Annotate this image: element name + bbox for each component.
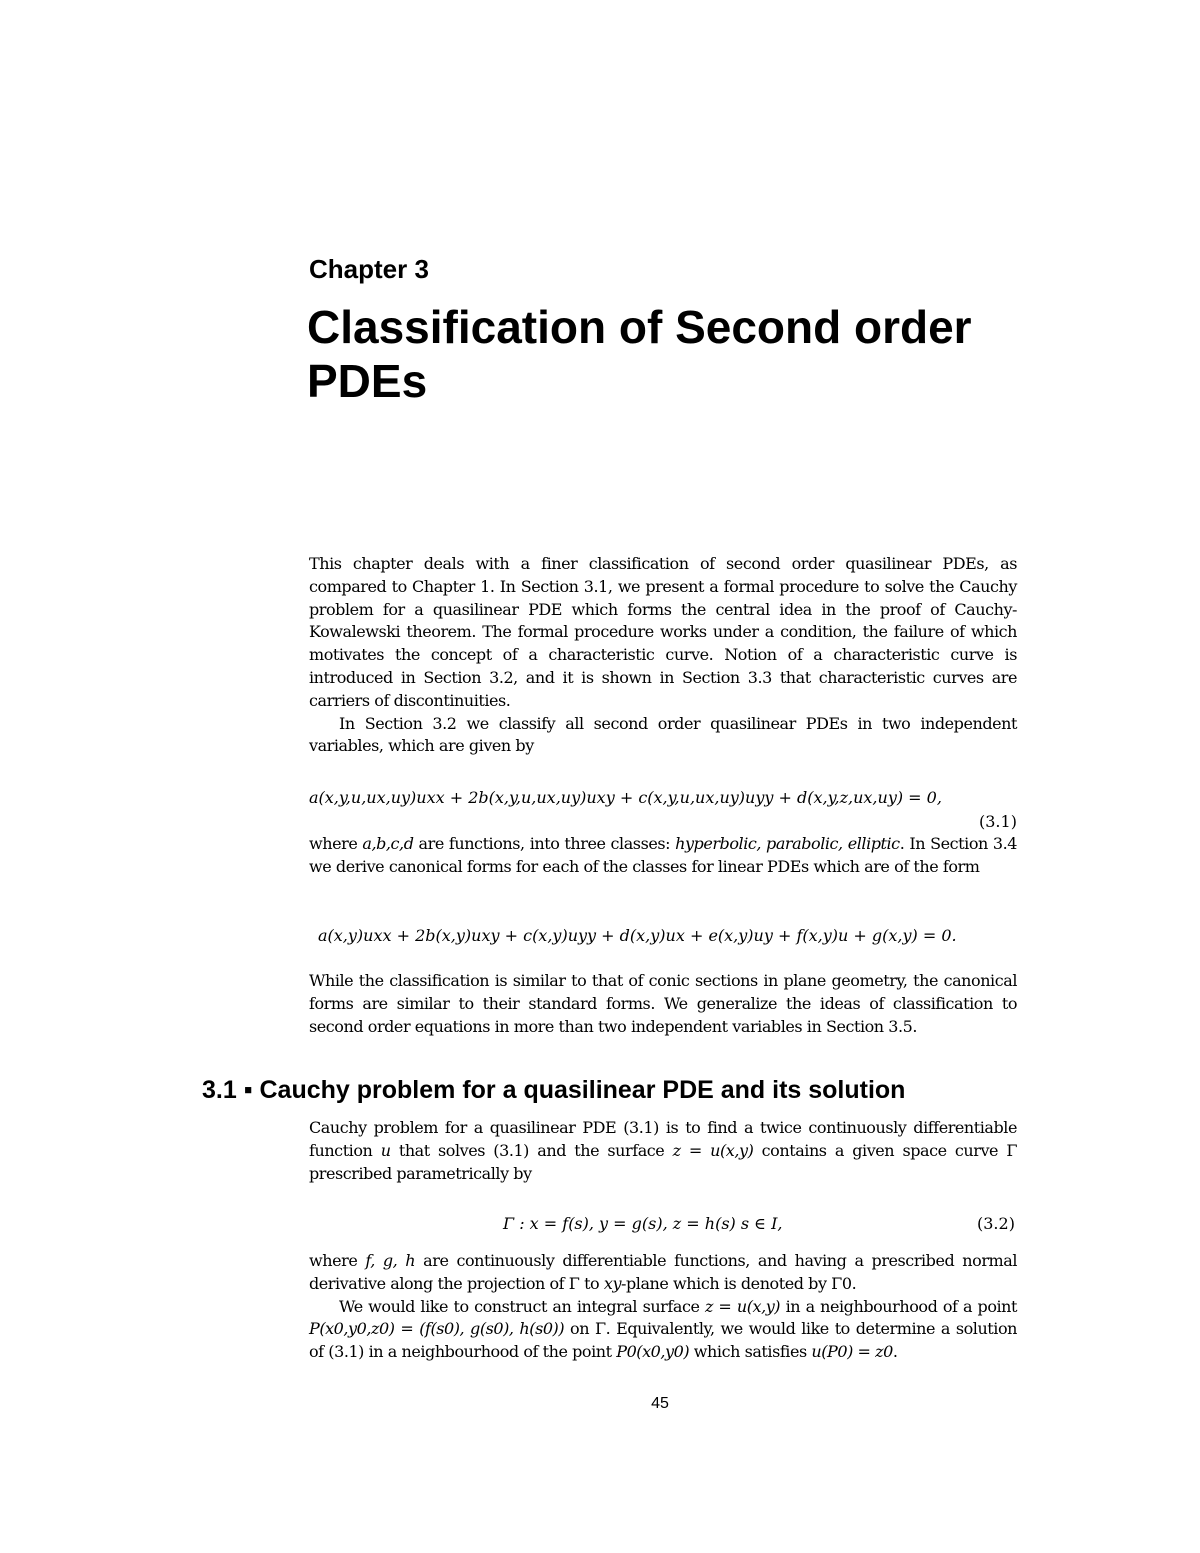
surface-condition: u(P0) = z0	[811, 1342, 893, 1362]
surface-text-c: on Γ. Equivalently, we would like to determine a solution of (3.1) in a neighbourhood of the point	[309, 1319, 1017, 1362]
functions-names: f, g, h	[365, 1251, 416, 1270]
functions-text-c: -plane which is denoted by Γ0.	[621, 1273, 857, 1293]
intro-paragraph-1: This chapter deals with a finer classification of second order quasilinear PDEs, as compared to Chapter 1. In Section 3.1, we present a formal procedure to solve the Cauchy problem for a quasilinear PDE which forms the central idea in the proof of Cauchy-Kowalewski theorem. The formal procedure works under a condition, the failure of which motivates the concept of a characteristic curve. Notion of a characteristic curve is introduced in Section 3.2, and it is shown in Section 3.3 that characteristic curves are carriers of discontinuities.	[309, 554, 1017, 710]
equation-3-2-number: (3.2)	[977, 1214, 1015, 1233]
surface-text-d: which satisfies	[693, 1342, 807, 1362]
classes-text-a: where	[309, 834, 358, 853]
projection-plane: xy	[603, 1273, 622, 1293]
equation-3-1: a(x,y,u,ux,uy)uxx + 2b(x,y,u,ux,uy)uxy + c(x,y,u,ux,uy)uyy + d(x,y,z,ux,uy) = 0,	[309, 788, 942, 807]
section-heading: 3.1 ▪ Cauchy problem for a quasilinear PDE and its solution	[202, 1076, 906, 1104]
intro-block	[309, 553, 1017, 758]
cauchy-function-u: u	[380, 1140, 391, 1160]
cauchy-text-a: Cauchy problem for a quasilinear PDE (3.1) is to find a twice continuously differentiable function	[309, 1118, 1017, 1160]
classes-variables: a,b,c,d	[362, 834, 414, 853]
cauchy-surface: z = u(x,y)	[672, 1140, 754, 1160]
classes-text-b: are functions, into three classes:	[418, 834, 671, 853]
equation-linear-form: a(x,y)uxx + 2b(x,y)uxy + c(x,y)uyy + d(x,y)ux + e(x,y)uy + f(x,y)u + g(x,y) = 0.	[318, 926, 957, 945]
surface-text-b: in a neighbourhood of a point	[785, 1296, 1018, 1316]
surface-text-a: We would like to construct an integral surface	[339, 1296, 700, 1316]
section-block-1	[309, 1117, 1017, 1185]
intro-paragraph-2: In Section 3.2 we classify all second order quasilinear PDEs in two independent variables, which are given by	[309, 713, 1017, 756]
functions-text-b: are continuously differentiable functions, and having a prescribed normal derivative along the projection of Γ to	[309, 1251, 1017, 1293]
equation-3-2: Γ : x = f(s), y = g(s), z = h(s) s ∈ I,	[503, 1214, 783, 1233]
classes-text-c: . In Section 3.4 we derive canonical forms for each of the classes for linear PDEs which are of the form	[309, 834, 1017, 876]
page-number: 45	[651, 1395, 669, 1412]
intro-paragraph-4: While the classification is similar to that of conic sections in plane geometry, the canonical forms are similar to their standard forms. We generalize the ideas of classification to second order equations in more than two independent variables in Section 3.5.	[309, 971, 1017, 1036]
equation-3-1-number: (3.1)	[979, 812, 1017, 831]
chapter-title: Classification of Second order PDEs	[307, 301, 972, 407]
chapter-label: Chapter 3	[309, 254, 429, 284]
intro-closing-block	[309, 970, 1017, 1038]
classes-names: hyperbolic, parabolic, elliptic	[675, 834, 900, 853]
cauchy-text-b: that solves (3.1) and the surface	[398, 1140, 665, 1160]
functions-text-a: where	[309, 1251, 358, 1270]
section-block-2	[309, 1250, 1017, 1364]
surface-text-e: .	[892, 1342, 898, 1362]
surface-point: P(x0,y0,z0) = (f(s0), g(s0), h(s0))	[309, 1319, 565, 1339]
cauchy-text-c: contains a given space curve Γ prescribed parametrically by	[309, 1140, 1018, 1183]
surface-equation: z = u(x,y)	[704, 1296, 781, 1316]
intro-classes-paragraph	[309, 833, 1017, 879]
surface-point-p0: P0(x0,y0)	[616, 1342, 690, 1362]
